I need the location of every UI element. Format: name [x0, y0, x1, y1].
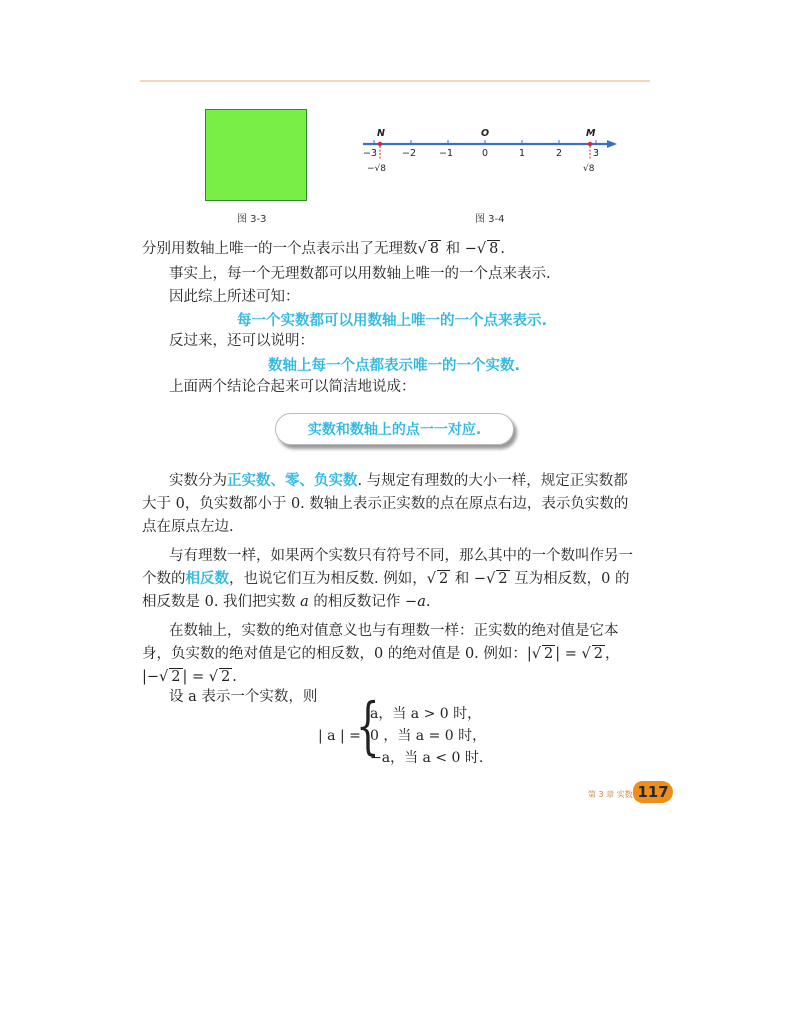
text-line-5: 上面两个结论合起来可以简洁地说成： — [169, 379, 416, 395]
figure-3-3-caption: 图 3-3 — [237, 214, 267, 225]
footer-chapter-label: 第 3 章 实数 — [588, 790, 633, 799]
tick-label-0: 0 — [482, 148, 489, 159]
top-rule — [140, 80, 650, 82]
number-line-figure — [355, 126, 625, 176]
text-line-1: 分别用数轴上唯一的一个点表示出了无理数√ 8 和 −√ 8 . — [142, 241, 505, 257]
case-negative: −a，当 a < 0 时. — [370, 750, 484, 766]
label-neg-sqrt8: −√8 — [367, 164, 387, 174]
tick-label-1: 1 — [519, 148, 526, 159]
green-square-figure — [205, 109, 307, 201]
tick-label-n3: −3 — [363, 148, 378, 159]
para1-line3: 点在原点左边. — [142, 519, 234, 535]
label-pos-sqrt8: √8 — [583, 164, 595, 174]
term-opposite-number: 相反数 — [185, 571, 229, 587]
point-m-dot — [588, 142, 592, 146]
axis-arrow-icon — [607, 140, 617, 148]
para3-line3: |−√ 2 | = √ 2 . — [142, 669, 237, 685]
text-line-3: 因此综上所述可知： — [169, 289, 300, 305]
figure-3-4-caption: 图 3-4 — [475, 214, 505, 225]
abs-lhs: | a | = — [318, 728, 361, 744]
tick-label-2: 2 — [556, 148, 563, 159]
highlight-statement-1: 每一个实数都可以用数轴上唯一的一个点来表示. — [237, 313, 548, 329]
para1-line2: 大于 0，负实数都小于 0. 数轴上表示正实数的点在原点右边，表示负实数的 — [142, 496, 629, 512]
point-n-dot — [378, 142, 382, 146]
page-number: 117 — [637, 783, 669, 801]
para3-line2: 身，负实数的绝对值是它的相反数，0 的绝对值是 0. 例如：|√ 2 | = √ 2 ， — [142, 646, 620, 662]
text-line-4: 反过来，还可以说明： — [169, 333, 314, 349]
para2-line3: 相反数是 0. 我们把实数 a 的相反数记作 −a. — [142, 594, 431, 610]
para3-line1: 在数轴上，实数的绝对值意义也与有理数一样：正实数的绝对值是它本 — [169, 623, 619, 639]
label-m: M — [586, 128, 596, 139]
boxed-conclusion — [275, 413, 514, 445]
highlight-statement-2: 数轴上每一个点都表示唯一的一个实数. — [268, 358, 521, 374]
case-zero: 0 ，当 a = 0 时， — [370, 728, 487, 744]
boxed-conclusion-text: 实数和数轴上的点一一对应. — [307, 422, 482, 438]
page-number-badge — [633, 781, 673, 803]
para2-line1: 与有理数一样，如果两个实数只有符号不同，那么其中的一个数叫作另一 — [169, 548, 633, 564]
left-brace-icon: { — [356, 689, 380, 762]
para1-line1: 实数分为正实数、零、负实数. 与规定有理数的大小一样，规定正实数都 — [169, 473, 628, 489]
case-positive: a，当 a > 0 时， — [370, 706, 482, 722]
label-n: N — [377, 128, 385, 139]
term-real-number-classes: 正实数、零、负实数 — [227, 473, 358, 489]
tick-label-n2: −2 — [402, 148, 417, 159]
para4-line1: 设 a 表示一个实数，则 — [169, 689, 318, 705]
tick-label-3: 3 — [593, 148, 600, 159]
text-line-2: 事实上，每一个无理数都可以用数轴上唯一的一个点来表示. — [169, 266, 551, 282]
para2-line2: 个数的相反数，也说它们互为相反数. 例如，√ 2 和 −√ 2 互为相反数，0 的 — [142, 571, 630, 587]
label-o: O — [481, 128, 490, 139]
tick-label-n1: −1 — [439, 148, 454, 159]
